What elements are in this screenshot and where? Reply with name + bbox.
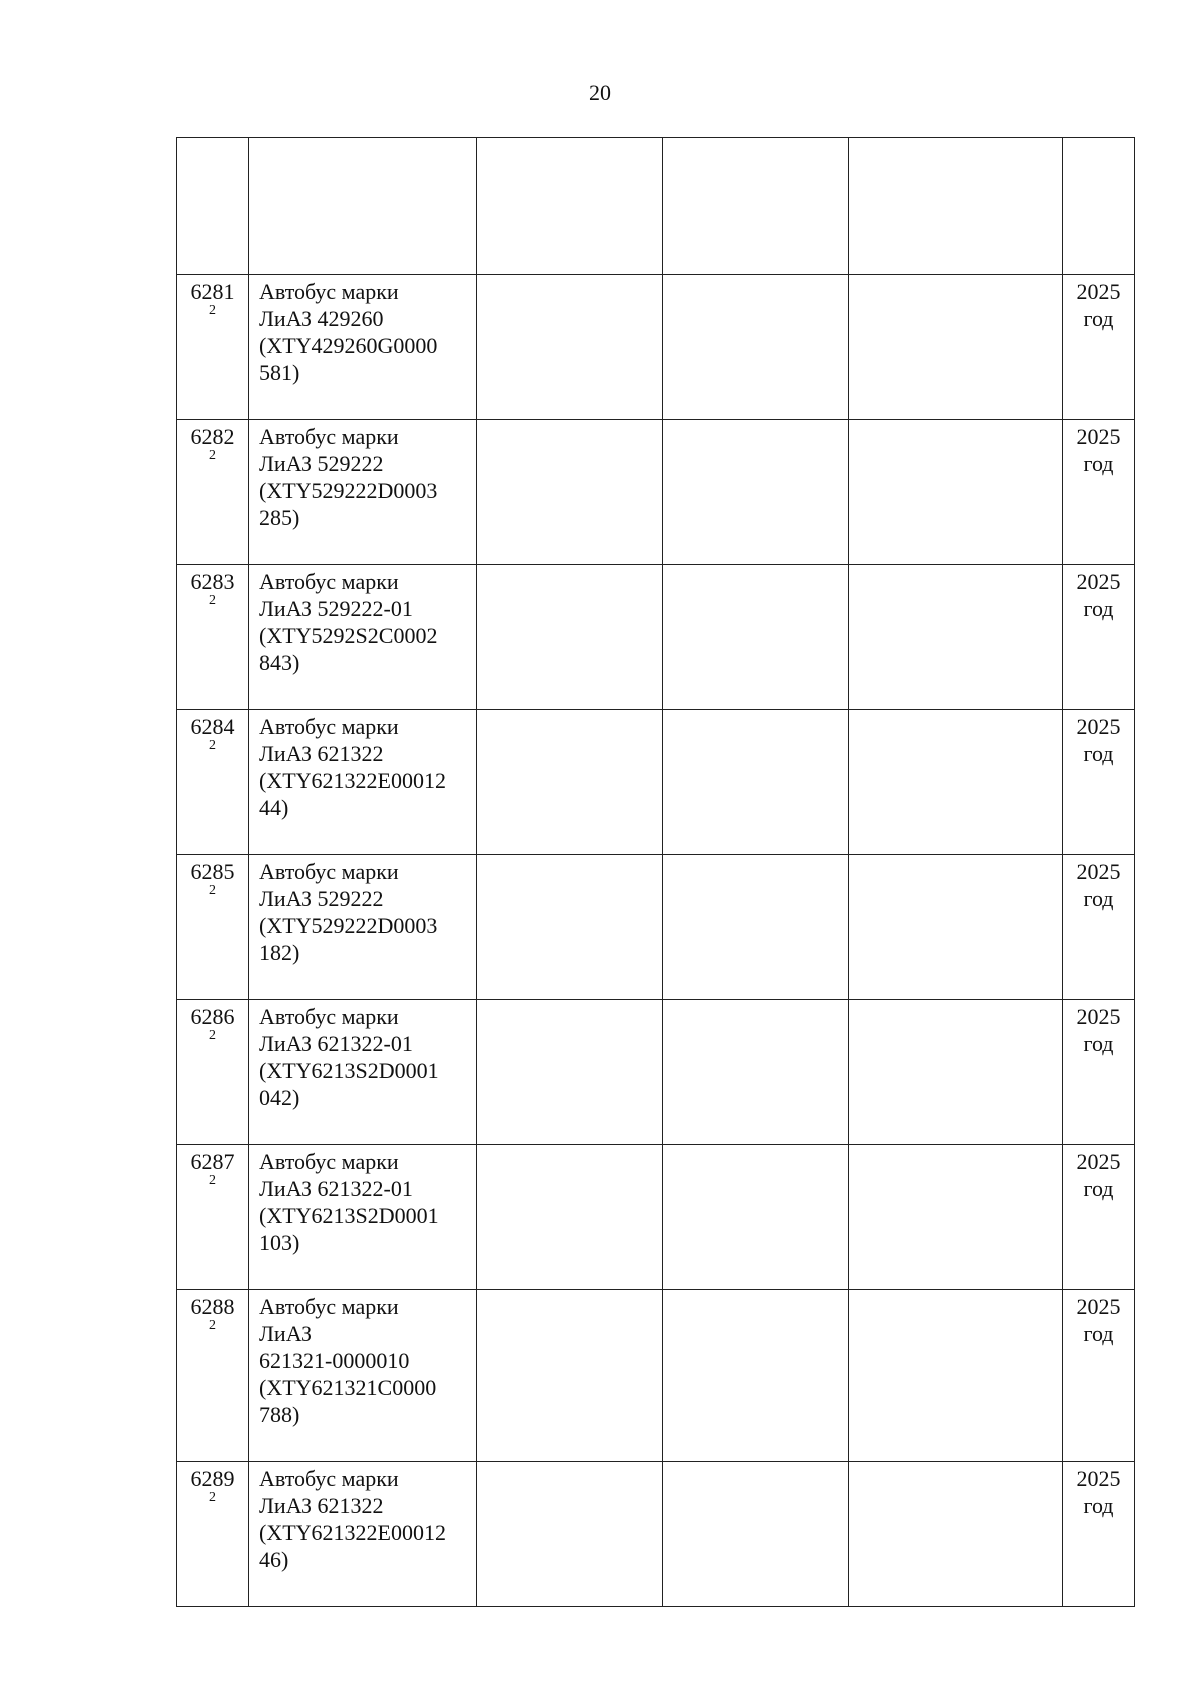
empty-cell-3 — [477, 565, 663, 710]
header-cell-name — [249, 138, 477, 275]
year-cell — [1063, 565, 1135, 710]
empty-cell-3 — [477, 1000, 663, 1145]
row-number-superscript: 2 — [209, 593, 216, 608]
vehicle-name-line: Автобус марки — [259, 859, 399, 884]
vehicle-name-line: 103) — [259, 1230, 300, 1255]
table-row — [177, 710, 1135, 855]
year-value: 2025 — [1076, 1149, 1121, 1174]
vehicle-name-line: ЛиАЗ 621322-01 — [259, 1176, 413, 1201]
row-number-superscript: 2 — [209, 303, 216, 318]
vehicle-name-cell — [249, 565, 477, 710]
vehicle-name-line: (XTY529222D0003 — [259, 913, 438, 938]
table-row — [177, 855, 1135, 1000]
empty-cell-3 — [477, 855, 663, 1000]
year-unit: год — [1083, 1493, 1114, 1518]
vehicle-name-cell — [249, 1145, 477, 1290]
year-unit: год — [1083, 1321, 1114, 1346]
table-row — [177, 565, 1135, 710]
row-number-cell — [177, 275, 249, 420]
vehicle-name-line: 285) — [259, 505, 300, 530]
year-value: 2025 — [1076, 859, 1121, 884]
table-row — [177, 420, 1135, 565]
vehicle-name-line: (XTY621321C0000 — [259, 1375, 437, 1400]
empty-cell-4 — [663, 1000, 849, 1145]
year-unit: год — [1083, 1176, 1114, 1201]
vehicle-name-cell — [249, 1462, 477, 1607]
vehicle-name-line: 581) — [259, 360, 300, 385]
empty-cell-4 — [663, 420, 849, 565]
vehicle-name-cell — [249, 1290, 477, 1462]
row-number-superscript: 2 — [209, 883, 216, 898]
year-value: 2025 — [1076, 279, 1121, 304]
year-unit: год — [1083, 741, 1114, 766]
empty-cell-4 — [663, 275, 849, 420]
vehicle-name-line: ЛиАЗ 529222 — [259, 886, 384, 911]
empty-cell-3 — [477, 710, 663, 855]
vehicle-name-line: (XTY6213S2D0001 — [259, 1203, 439, 1228]
vehicle-name-line: ЛиАЗ 621322 — [259, 1493, 384, 1518]
row-number: 6288 — [190, 1294, 235, 1319]
table-row — [177, 1290, 1135, 1462]
empty-cell-4 — [663, 565, 849, 710]
year-unit: год — [1083, 451, 1114, 476]
year-cell — [1063, 1462, 1135, 1607]
vehicle-name-line: (XTY529222D0003 — [259, 478, 438, 503]
year-cell — [1063, 855, 1135, 1000]
vehicle-name-line: 46) — [259, 1547, 289, 1572]
row-number-cell — [177, 1462, 249, 1607]
empty-cell-5 — [849, 565, 1063, 710]
empty-cell-3 — [477, 1462, 663, 1607]
year-cell — [1063, 710, 1135, 855]
year-cell — [1063, 275, 1135, 420]
vehicle-name-line: (XTY429260G0000 — [259, 333, 438, 358]
table-row — [177, 275, 1135, 420]
vehicle-name-line: Автобус марки — [259, 569, 399, 594]
vehicle-name-line: 621321-0000010 — [259, 1348, 410, 1373]
row-number-cell — [177, 1000, 249, 1145]
vehicle-name-line: 042) — [259, 1085, 300, 1110]
vehicle-name-line: 44) — [259, 795, 289, 820]
row-number-cell — [177, 1145, 249, 1290]
header-cell-year — [1063, 138, 1135, 275]
row-number-cell — [177, 855, 249, 1000]
year-unit: год — [1083, 886, 1114, 911]
empty-cell-5 — [849, 1462, 1063, 1607]
vehicle-name-line: ЛиАЗ 621322-01 — [259, 1031, 413, 1056]
year-cell — [1063, 1290, 1135, 1462]
table-row — [177, 1145, 1135, 1290]
year-cell — [1063, 1000, 1135, 1145]
row-number-superscript: 2 — [209, 738, 216, 753]
vehicle-name-line: 788) — [259, 1402, 300, 1427]
empty-cell-5 — [849, 1145, 1063, 1290]
row-number: 6281 — [190, 279, 235, 304]
row-number-cell — [177, 565, 249, 710]
vehicle-name-line: (XTY5292S2C0002 — [259, 623, 438, 648]
row-number: 6282 — [190, 424, 235, 449]
empty-cell-5 — [849, 420, 1063, 565]
empty-cell-3 — [477, 1145, 663, 1290]
row-number: 6286 — [190, 1004, 235, 1029]
header-cell-5 — [849, 138, 1063, 275]
year-unit: год — [1083, 1031, 1114, 1056]
row-number: 6283 — [190, 569, 235, 594]
vehicle-name-line: Автобус марки — [259, 1149, 399, 1174]
year-unit: год — [1083, 306, 1114, 331]
vehicle-name-line: Автобус марки — [259, 424, 399, 449]
vehicle-name-line: (XTY621322E00012 — [259, 1520, 446, 1545]
vehicle-name-line: (XTY621322E00012 — [259, 768, 446, 793]
vehicle-name-cell — [249, 275, 477, 420]
row-number: 6289 — [190, 1466, 235, 1491]
empty-cell-3 — [477, 1290, 663, 1462]
year-value: 2025 — [1076, 1466, 1121, 1491]
empty-cell-4 — [663, 1145, 849, 1290]
empty-cell-4 — [663, 710, 849, 855]
header-cell-3 — [477, 138, 663, 275]
page-number: 20 — [589, 80, 611, 105]
row-number-cell — [177, 1290, 249, 1462]
vehicle-name-line: ЛиАЗ 529222 — [259, 451, 384, 476]
year-value: 2025 — [1076, 714, 1121, 739]
row-number-superscript: 2 — [209, 1173, 216, 1188]
header-cell-4 — [663, 138, 849, 275]
year-unit: год — [1083, 596, 1114, 621]
empty-cell-5 — [849, 275, 1063, 420]
row-number: 6285 — [190, 859, 235, 884]
empty-cell-3 — [477, 420, 663, 565]
row-number-superscript: 2 — [209, 448, 216, 463]
vehicle-name-line: ЛиАЗ — [259, 1321, 313, 1346]
table-header-row — [177, 138, 1135, 275]
vehicle-name-cell — [249, 710, 477, 855]
table-row — [177, 1462, 1135, 1607]
empty-cell-4 — [663, 1462, 849, 1607]
vehicle-name-line: Автобус марки — [259, 279, 399, 304]
vehicle-name-line: (XTY6213S2D0001 — [259, 1058, 439, 1083]
year-value: 2025 — [1076, 424, 1121, 449]
vehicle-name-line: ЛиАЗ 529222-01 — [259, 596, 413, 621]
row-number-cell — [177, 710, 249, 855]
vehicle-name-line: Автобус марки — [259, 1466, 399, 1491]
row-number-superscript: 2 — [209, 1490, 216, 1505]
vehicle-name-line: 182) — [259, 940, 300, 965]
header-cell-num — [177, 138, 249, 275]
vehicle-name-line: Автобус марки — [259, 1294, 399, 1319]
year-value: 2025 — [1076, 1294, 1121, 1319]
year-cell — [1063, 1145, 1135, 1290]
vehicle-name-line: Автобус марки — [259, 714, 399, 739]
vehicle-name-cell — [249, 1000, 477, 1145]
vehicle-name-line: Автобус марки — [259, 1004, 399, 1029]
row-number: 6287 — [190, 1149, 235, 1174]
empty-cell-5 — [849, 710, 1063, 855]
vehicle-name-line: ЛиАЗ 429260 — [259, 306, 384, 331]
vehicle-name-cell — [249, 420, 477, 565]
vehicle-name-cell — [249, 855, 477, 1000]
empty-cell-5 — [849, 855, 1063, 1000]
row-number-superscript: 2 — [209, 1028, 216, 1043]
vehicle-name-line: 843) — [259, 650, 300, 675]
year-cell — [1063, 420, 1135, 565]
row-number: 6284 — [190, 714, 235, 739]
empty-cell-3 — [477, 275, 663, 420]
year-value: 2025 — [1076, 569, 1121, 594]
empty-cell-4 — [663, 855, 849, 1000]
row-number-cell — [177, 420, 249, 565]
empty-cell-4 — [663, 1290, 849, 1462]
year-value: 2025 — [1076, 1004, 1121, 1029]
vehicle-name-line: ЛиАЗ 621322 — [259, 741, 384, 766]
empty-cell-5 — [849, 1290, 1063, 1462]
table-row — [177, 1000, 1135, 1145]
row-number-superscript: 2 — [209, 1318, 216, 1333]
vehicle-table — [176, 137, 1135, 1607]
empty-cell-5 — [849, 1000, 1063, 1145]
